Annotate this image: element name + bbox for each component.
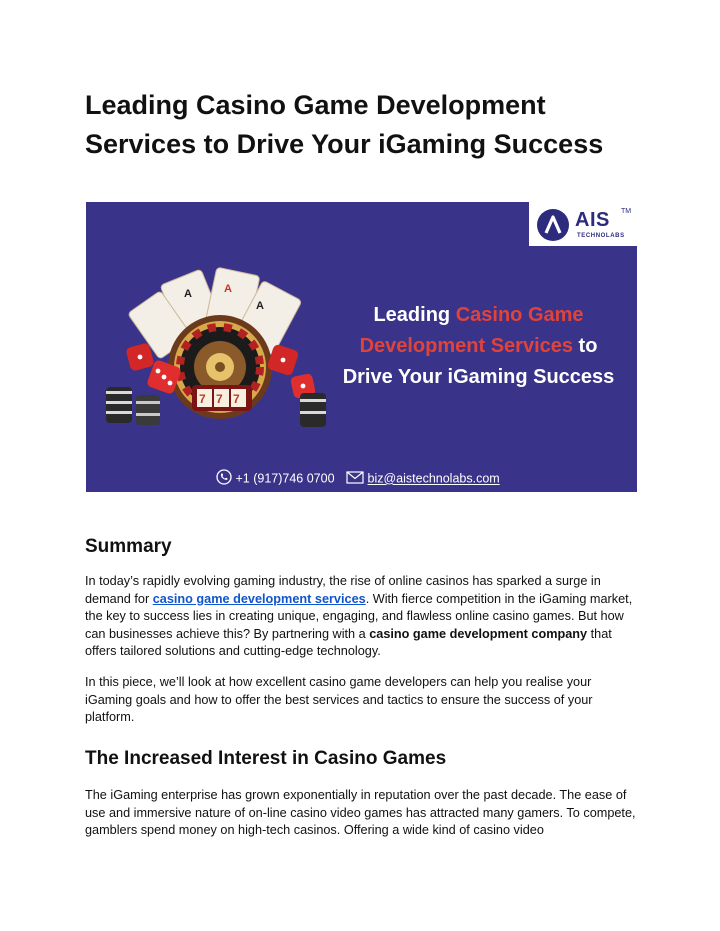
svg-text:A: A (256, 300, 264, 312)
casino-illustration (100, 267, 335, 432)
phone-number: +1 (917)746 0700 (235, 471, 335, 486)
document-title: Leading Casino Game Development Services to Drive Your iGaming Success (85, 90, 604, 159)
headline-text-1: Leading (373, 304, 456, 326)
summary-text-c: that offers tailored solutions and cutting-edge technology. (85, 626, 612, 658)
logo-mark-icon (537, 209, 569, 241)
hero-banner-image (86, 202, 637, 492)
logo-wordmark: AIS (575, 209, 610, 231)
headline-accent-1: Casino Game (455, 304, 584, 326)
headline-text-2: to Drive Your iGaming Success (342, 335, 615, 388)
svg-text:A: A (224, 283, 232, 295)
email-icon (346, 471, 364, 487)
summary-bold-text: casino game development company (369, 626, 588, 641)
logo-trademark: TM (621, 208, 632, 215)
headline-accent-2: Development Services (359, 335, 573, 357)
company-logo (529, 202, 637, 246)
banner-contact (216, 469, 500, 487)
svg-text:7: 7 (233, 392, 240, 406)
casino-game-development-services-link[interactable]: casino game development services (152, 591, 366, 606)
email-address: biz@aistechnolabs.com (367, 471, 500, 486)
summary-text-a: In today’s rapidly evolving gaming industry, the rise of online casinos has sparked a surge in demand for (85, 574, 601, 606)
phone-icon (216, 469, 232, 488)
summary-paragraph-2: In this piece, we’ll look at how excellent casino game developers can help you realise your iGaming goals and how to offer the best services and tactics to ensure the success of your platform. (85, 675, 593, 724)
section-heading-interest: The Increased Interest in Casino Games (85, 748, 447, 769)
summary-heading: Summary (85, 536, 172, 557)
summary-text-b: . With fierce competition in the iGaming market, the key to success lies in creating unique, engaging, and flawless online casino games. But how can businesses achieve this? By partnering with a (85, 591, 633, 641)
summary-paragraph-1 (85, 573, 637, 661)
svg-text:7: 7 (199, 392, 206, 406)
section-paragraph-1: The iGaming enterprise has grown exponentially in reputation over the past decade. The ease of use and immersive nature of on-line casino video games has attracted many gamers. To compete, gamblers spend money on high-tech casinos. Offering a wide kind of casino video (85, 788, 636, 837)
svg-text:7: 7 (216, 392, 223, 406)
svg-text:A: A (184, 288, 192, 300)
logo-subtitle: TECHNOLABS (577, 233, 625, 239)
banner-headline (336, 300, 621, 393)
slot-machine-icon (192, 385, 252, 411)
